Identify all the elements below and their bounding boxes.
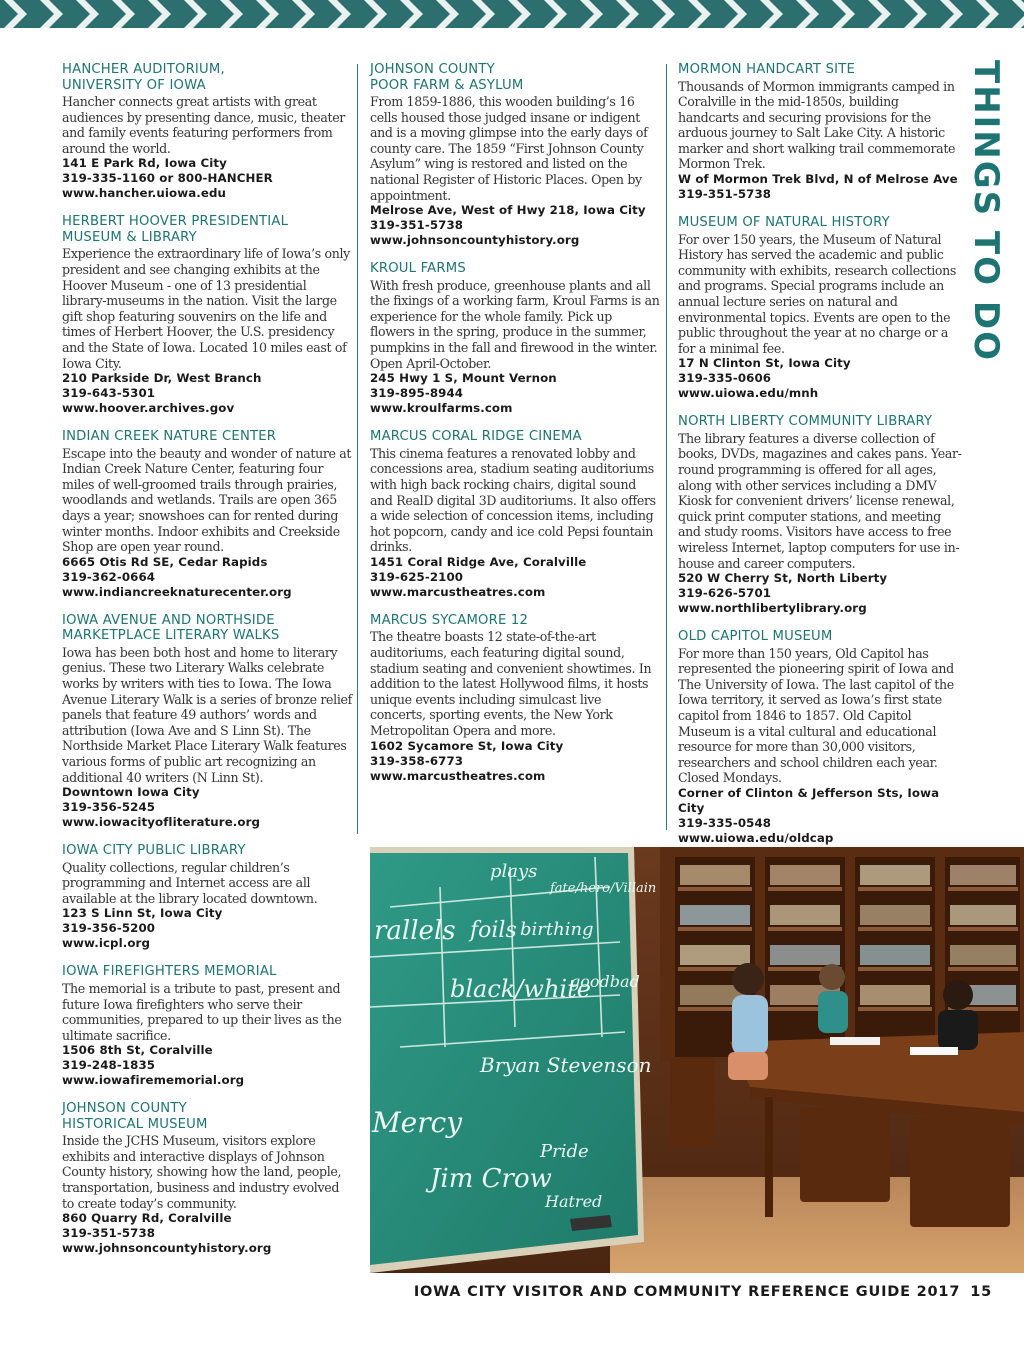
listing-title-line: MARCUS CORAL RIDGE CINEMA: [370, 429, 582, 445]
listing-iowa-city-public-library: [62, 843, 352, 951]
phone-number: 319-356-5200: [62, 921, 156, 936]
svg-text:Bryan Stevenson: Bryan Stevenson: [480, 1053, 652, 1077]
listing-title: [62, 429, 352, 445]
website-link[interactable]: www.johnsoncountyhistory.org: [370, 233, 580, 248]
website-link[interactable]: www.johnsoncountyhistory.org: [62, 1241, 272, 1256]
website-link[interactable]: www.uiowa.edu/oldcap: [678, 831, 834, 845]
svg-text:Hatred: Hatred: [545, 1192, 603, 1211]
phone-number: 319-625-2100: [370, 569, 464, 584]
listing-north-liberty-community-library: [678, 414, 962, 616]
listing-title: [62, 62, 352, 93]
address: Melrose Ave, West of Hwy 218, Iowa City: [370, 203, 646, 218]
listing-kroul-farms: [370, 261, 660, 416]
phone-number: 319-351-5738: [370, 218, 464, 233]
listing-description: Thousands of Mormon immigrants camped in Coralville in the mid-1850s, building handcarts and securing provisions for the arduous journey to Salt Lake City. A historic marker and short walking trail commemorate Mormon Trek.: [678, 78, 956, 172]
section-title: THINGS TO DO: [966, 60, 1006, 363]
address: 210 Parkside Dr, West Branch: [62, 371, 262, 386]
address: 141 E Park Rd, Iowa City: [62, 156, 227, 171]
listing-mormon-handcart-site: [678, 62, 962, 202]
listing-title: [62, 613, 352, 644]
listing-indian-creek-nature-center: [62, 429, 352, 600]
listing-title-line: IOWA AVENUE AND NORTHSIDE: [62, 612, 275, 628]
svg-text:foils: foils: [470, 918, 517, 943]
listing-title-line: MORMON HANDCART SITE: [678, 62, 856, 77]
listing-title: [370, 613, 660, 629]
address: 123 S Linn St, Iowa City: [62, 906, 223, 921]
column-divider-right: [666, 64, 667, 830]
listing-title-line: HISTORICAL MUSEUM: [62, 1116, 208, 1132]
phone-number: 319-626-5701: [678, 586, 772, 601]
guide-title: IOWA CITY VISITOR AND COMMUNITY REFERENCE GUIDE 2017: [413, 1284, 961, 1300]
listing-herbert-hoover-presidential-museum-library: [62, 214, 352, 416]
address: 860 Quarry Rd, Coralville: [62, 1211, 232, 1226]
listing-title-line: UNIVERSITY OF IOWA: [62, 77, 206, 93]
listing-title-line: JOHNSON COUNTY: [62, 1101, 187, 1117]
website-link[interactable]: www.hoover.archives.gov: [62, 401, 235, 416]
svg-text:fate/hero/Villain: fate/hero/Villain: [550, 881, 657, 896]
phone-number: 319-248-1835: [62, 1058, 156, 1073]
listing-johnson-county-poor-farm-asylum: [370, 62, 660, 248]
library-classroom-photo: [370, 847, 1024, 1273]
listing-old-capitol-museum: [678, 629, 962, 846]
phone-number: 319-351-5738: [678, 187, 772, 202]
listing-title: [678, 215, 962, 231]
listing-title: [62, 843, 352, 859]
svg-text:Pride: Pride: [540, 1141, 589, 1162]
listing-title-line: MUSEUM & LIBRARY: [62, 229, 197, 245]
listing-column-1: [62, 62, 352, 1269]
listing-description: From 1859-1886, this wooden building’s 16 cells housed those judged insane or indigent and is a moving glimpse into the early days of county care. The 1859 “First Johnson County Asylum” wing is restored and listed on the national Register of Historic Places. Open by appointment.: [370, 94, 648, 203]
listing-iowa-avenue-and-northside-marketplace-literary-walks: [62, 613, 352, 830]
svg-text:plays: plays: [490, 861, 538, 882]
website-link[interactable]: www.kroulfarms.com: [370, 401, 513, 416]
listing-title-line: MARKETPLACE LITERARY WALKS: [62, 628, 280, 644]
listing-title: [62, 1101, 352, 1132]
svg-text:Mercy: Mercy: [372, 1106, 463, 1139]
website-link[interactable]: www.uiowa.edu/mnh: [678, 386, 819, 401]
phone-number: 319-362-0664: [62, 569, 156, 584]
listing-title-line: JOHNSON COUNTY: [370, 62, 495, 77]
address: 520 W Cherry St, North Liberty: [678, 571, 888, 586]
website-link[interactable]: www.indiancreeknaturecenter.org: [62, 584, 292, 599]
listing-title: [678, 629, 962, 645]
listing-description: Escape into the beauty and wonder of nature at Indian Creek Nature Center, featuring four miles of well-groomed trails through prairies, woodlands and wetlands. Trails are open 365 days a year; snowshoes can for rented during winter months. Indoor exhibits and Creekside Shop are open year round.: [62, 445, 352, 555]
page-footer: [414, 1284, 992, 1300]
listing-title: [370, 429, 660, 445]
listing-description: The theatre boasts 12 state-of-the-art auditoriums, each featuring digital sound, stadium seating and convenient showtimes. In addition to the latest Hollywood films, it hosts unique events including simulcast live concerts, sporting events, the New York Metropolitan Opera and more.: [370, 629, 652, 738]
listing-iowa-firefighters-memorial: [62, 964, 352, 1088]
listing-description: This cinema features a renovated lobby and concessions area, stadium seating auditoriums with high back rocking chairs, digital sound and RealD digital 3D auditoriums. It also offers a wide selection of concession items, including hot popcorn, candy and ice cold Pepsi fountain drinks.: [370, 445, 656, 555]
listing-description: Inside the JCHS Museum, visitors explore exhibits and interactive displays of Johnson County history, showing how the land, people, transportation, business and industry evolved to create today’s community.: [62, 1133, 342, 1211]
listing-title-line: MUSEUM OF NATURAL HISTORY: [678, 215, 890, 231]
listing-description: For over 150 years, the Museum of Natural History has served the academic and public community with exhibits, research collections and programs. Special programs include an annual lecture series on natural and environmental topics. Events are open to the public throughout the year at no charge or a for a minimal fee.: [678, 231, 957, 356]
column-divider-left: [357, 64, 358, 834]
chalkboard: [370, 847, 656, 1273]
address: 1506 8th St, Coralville: [62, 1043, 213, 1058]
listing-title-line: HERBERT HOOVER PRESIDENTIAL: [62, 214, 289, 230]
phone-number: 319-895-8944: [370, 386, 464, 401]
listing-description: Hancher connects great artists with great audiences by presenting dance, music, theater and family events featuring performers from around the world.: [62, 94, 345, 156]
address: W of Mormon Trek Blvd, N of Melrose Ave: [678, 172, 958, 187]
svg-text:birthing: birthing: [520, 919, 594, 940]
listing-title: [62, 214, 352, 245]
address: Downtown Iowa City: [62, 785, 200, 800]
listing-title-line: IOWA FIREFIGHTERS MEMORIAL: [62, 964, 277, 980]
listing-marcus-sycamore-12: [370, 613, 660, 784]
listing-title-line: INDIAN CREEK NATURE CENTER: [62, 429, 277, 445]
listing-title-line: NORTH LIBERTY COMMUNITY LIBRARY: [678, 414, 933, 430]
address: 6665 Otis Rd SE, Cedar Rapids: [62, 554, 268, 569]
svg-text:black/white: black/white: [450, 975, 591, 1003]
address: 17 N Clinton St, Iowa City: [678, 356, 851, 371]
listing-title-line: POOR FARM & ASYLUM: [370, 77, 524, 93]
listing-title-line: IOWA CITY PUBLIC LIBRARY: [62, 843, 246, 859]
website-link[interactable]: www.marcustheatres.com: [370, 768, 546, 783]
website-link[interactable]: www.hancher.uiowa.edu: [62, 186, 227, 201]
address: 245 Hwy 1 S, Mount Vernon: [370, 371, 557, 386]
website-link[interactable]: www.iowacityofliterature.org: [62, 815, 261, 830]
listing-description: Iowa has been both host and home to literary genius. These two Literary Walks celebrate works by writers with ties to Iowa. The Iowa Avenue Literary Walk is a series of bronze relief panels that feature 49 authors’ words and attribution (Iowa Ave and S Linn St). The Northside Market Place Literary Walk features various forms of public art recognizing an additional 40 writers (N Linn St).: [62, 644, 352, 785]
address: 1602 Sycamore St, Iowa City: [370, 738, 564, 753]
svg-text:Jim Crow: Jim Crow: [430, 1164, 552, 1194]
page-number: 15: [970, 1284, 992, 1300]
svg-text:rallels: rallels: [374, 916, 456, 946]
listing-title: [370, 62, 660, 93]
phone-number: 319-643-5301: [62, 386, 156, 401]
chevron-banner: [0, 0, 1024, 28]
listing-column-2: [370, 62, 660, 797]
website-link[interactable]: www.icpl.org: [62, 936, 150, 951]
phone-number: 319-351-5738: [62, 1226, 156, 1241]
listing-description: With fresh produce, greenhouse plants and all the fixings of a working farm, Kroul Farms is an experience for the whole family. Pick up flowers in the spring, produce in the summer, pumpkins in the fall and firewood in the winter. Open April-October.: [370, 277, 660, 371]
phone-number: 319-335-0606: [678, 371, 772, 386]
listing-marcus-coral-ridge-cinema: [370, 429, 660, 600]
website-link[interactable]: www.iowafirememorial.org: [62, 1073, 245, 1088]
listing-description: Quality collections, regular children’s programming and Internet access are all available at the library located downtown.: [62, 859, 318, 906]
listing-title: [370, 261, 660, 277]
listing-title: [678, 62, 962, 78]
website-link[interactable]: www.marcustheatres.com: [370, 584, 546, 599]
listing-johnson-county-historical-museum: [62, 1101, 352, 1256]
phone-number: 319-335-1160 or 800-HANCHER: [62, 171, 273, 186]
listing-title-line: MARCUS SYCAMORE 12: [370, 612, 529, 628]
listing-hancher-auditorium-university-of-iowa: [62, 62, 352, 201]
listing-description: For more than 150 years, Old Capitol has represented the pioneering spirit of Iowa and The University of Iowa. The last capitol of the Iowa territory, it served as Iowa’s first state capitol from 1846 to 1857. Old Capitol Museum is a vital cultural and educational resource for more than 30,000 visitors, researchers and school children each year. Closed Mondays.: [678, 645, 954, 786]
listing-title-line: HANCHER AUDITORIUM,: [62, 62, 225, 77]
listing-title: [62, 964, 352, 980]
listing-description: The memorial is a tribute to past, present and future Iowa firefighters who serve their communities, prepared to up their lives as the ultimate sacrifice.: [62, 980, 342, 1043]
phone-number: 319-358-6773: [370, 753, 464, 768]
listing-museum-of-natural-history: [678, 215, 962, 401]
phone-number: 319-356-5245: [62, 800, 156, 815]
listing-title: [678, 414, 962, 430]
listing-column-3: [678, 62, 962, 859]
svg-text:goodbad: goodbad: [570, 972, 640, 991]
listing-title-line: OLD CAPITOL MUSEUM: [678, 629, 833, 645]
address: 1451 Coral Ridge Ave, Coralville: [370, 554, 587, 569]
phone-number: 319-335-0548: [678, 816, 772, 830]
listing-description: The library features a diverse collection of books, DVDs, magazines and cakes pans. Year-round programming is offered for all ages, along with other services including a DMV Kiosk for convenient drivers’ license renewal, quick print computer stations, and meeting and study rooms. Visitors have access to free wireless Internet, laptop computers for use in-house and career computers.: [678, 430, 962, 571]
listing-description: Experience the extraordinary life of Iowa’s only president and see changing exhibits at the Hoover Museum - one of 13 presidential library-museums in the nation. Visit the large gift shop featuring souvenirs on the life and times of Herbert Hoover, the U.S. presidency and the State of Iowa. Located 10 miles east of Iowa City.: [62, 246, 350, 371]
website-link[interactable]: www.northlibertylibrary.org: [678, 601, 867, 616]
address: Corner of Clinton & Jefferson Sts, Iowa City: [678, 786, 940, 815]
listing-title-line: KROUL FARMS: [370, 261, 466, 277]
